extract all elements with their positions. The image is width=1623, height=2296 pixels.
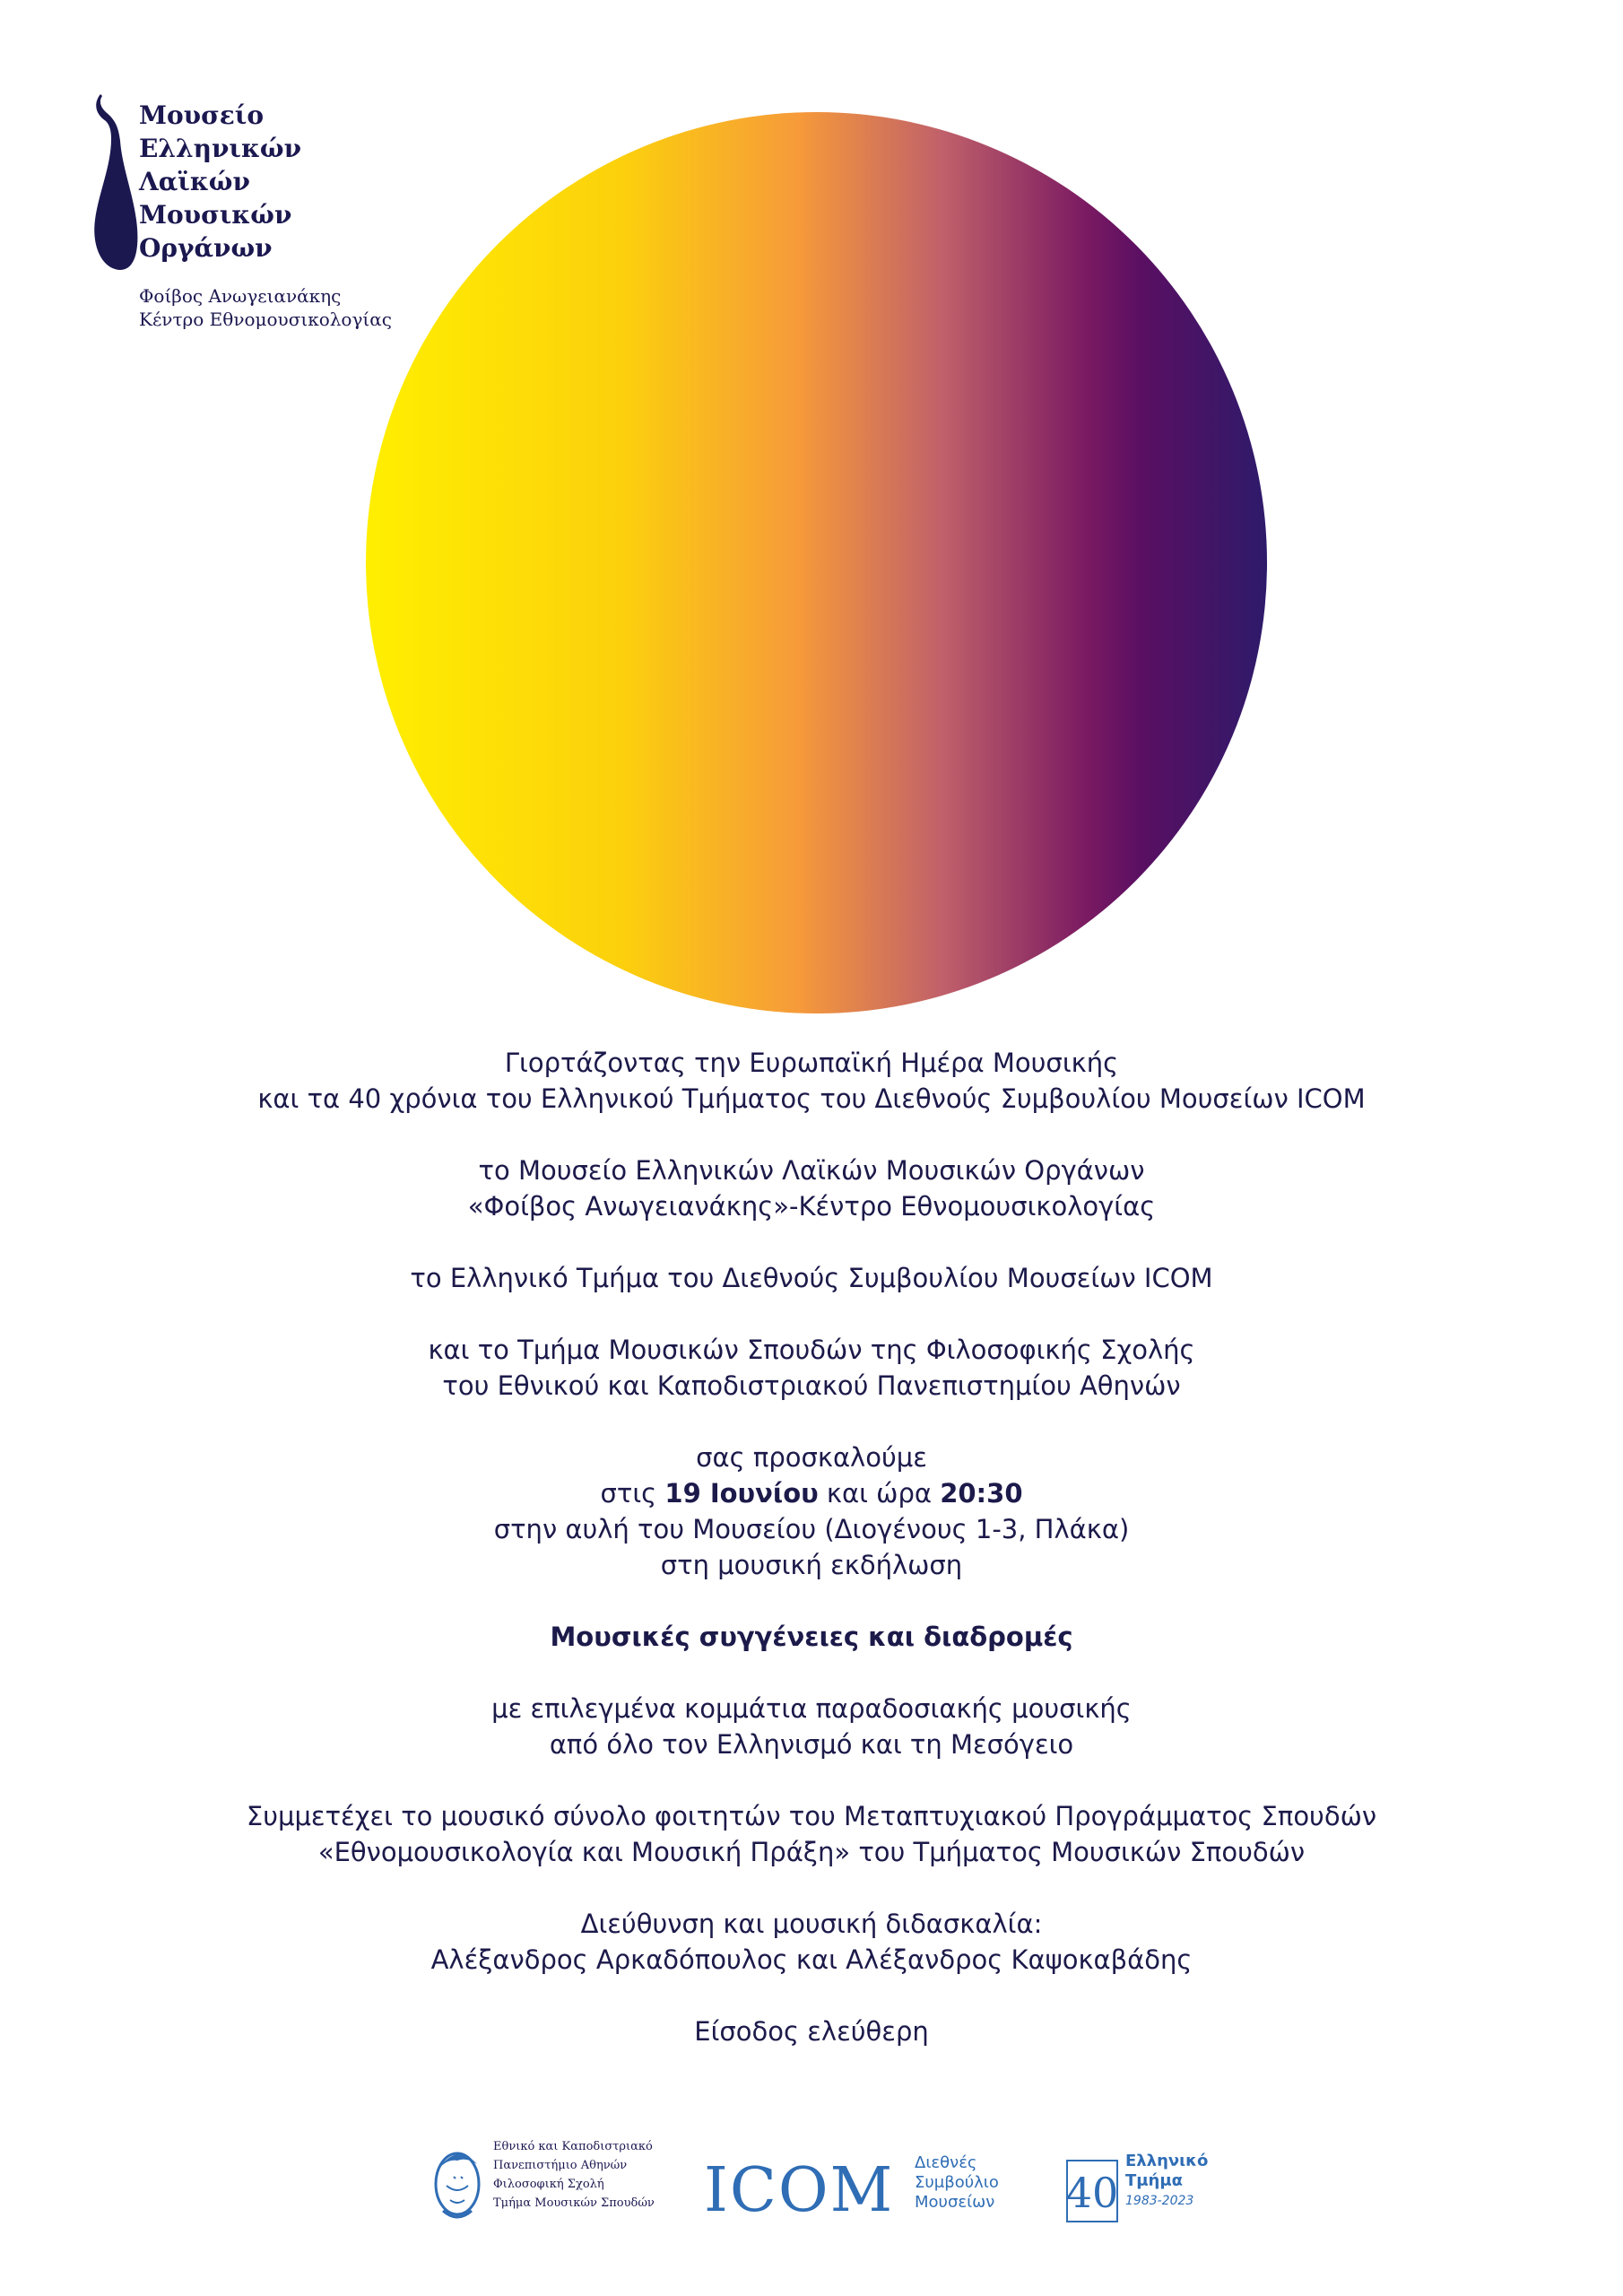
event-time: 20:30 — [940, 1478, 1023, 1509]
program-paragraph — [0, 1691, 1623, 1762]
intro-paragraph — [0, 1045, 1623, 1117]
invitation-line-1: σας προσκαλούμε — [696, 1442, 927, 1473]
icom-subtitle — [915, 2153, 999, 2213]
intro-line-2: και τα 40 χρόνια του Ελληνικού Τμήματος του Διεθνούς Συμβουλίου Μουσείων ICOM — [257, 1083, 1366, 1114]
museum-name-line: Ελληνικών — [139, 134, 302, 163]
host-museum-paragraph — [0, 1152, 1623, 1224]
university-name-line: Φιλοσοφική Σχολή — [493, 2178, 604, 2191]
museum-name-line: Λαϊκών — [139, 167, 250, 196]
sponsor-logos — [0, 2130, 1623, 2247]
host-university-line-1: και το Τμήμα Μουσικών Σπουδών της Φιλοσοφικής Σχολής — [428, 1335, 1195, 1365]
time-prefix: και ώρα — [818, 1478, 941, 1509]
athena-head-icon — [430, 2141, 484, 2222]
venue-line: στην αυλή του Μουσείου (Διογένους 1-3, Πλάκα) — [493, 1514, 1130, 1544]
museum-subtitle-line-1: Φοίβος Ανωγειανάκης — [139, 285, 342, 307]
greek-section-label — [1125, 2152, 1208, 2211]
ensemble-paragraph — [0, 1798, 1623, 1870]
invitation-line-4: στη μουσική εκδήλωση — [660, 1550, 963, 1580]
host-museum-line-1: το Μουσείο Ελληνικών Λαϊκών Μουσικών Οργάνων — [478, 1155, 1145, 1186]
museum-name — [139, 99, 301, 265]
icom-subtitle-line: Διεθνές — [915, 2153, 977, 2172]
lyre-icon — [90, 94, 143, 274]
invitation-date-line — [600, 1478, 1022, 1509]
university-name — [493, 2137, 655, 2213]
host-university-line-2: του Εθνικού και Καποδιστριακού Πανεπιστημίου Αθηνών — [442, 1370, 1181, 1401]
host-icom-line: το Ελληνικό Τμήμα του Διεθνούς Συμβουλίου Μουσείων ICOM — [410, 1263, 1213, 1293]
museum-name-line: Μουσικών — [139, 200, 292, 230]
direction-paragraph — [0, 1906, 1623, 1978]
invitation-paragraph — [0, 1439, 1623, 1583]
free-entry: Είσοδος ελεύθερη — [694, 2016, 929, 2047]
university-name-line: Εθνικό και Καποδιστριακό — [493, 2140, 653, 2153]
event-title-paragraph — [0, 1619, 1623, 1655]
icom-logo — [704, 2148, 1209, 2238]
icom-subtitle-line: Μουσείων — [915, 2193, 995, 2212]
icom-subtitle-line: Συμβούλιο — [915, 2173, 999, 2192]
date-prefix: στις — [600, 1478, 665, 1509]
greek-section-line: Τμήμα — [1125, 2171, 1183, 2190]
ensemble-line-2: «Εθνομουσικολογία και Μουσική Πράξη» του Τμήματος Μουσικών Σπουδών — [317, 1837, 1306, 1867]
event-date: 19 Ιουνίου — [664, 1478, 819, 1509]
university-logo — [430, 2130, 664, 2247]
direction-line-2: Αλέξανδρος Αρκαδόπουλος και Αλέξανδρος Καψοκαβάδης — [430, 1944, 1193, 1975]
anniversary-years: 1983-2023 — [1125, 2194, 1194, 2208]
icom-wordmark: ICOM — [704, 2155, 895, 2226]
host-icom-paragraph — [0, 1260, 1623, 1296]
event-title: Μουσικές συγγένειες και διαδρομές — [550, 1622, 1073, 1652]
program-line-1: με επιλεγμένα κομμάτια παραδοσιακής μουσικής — [491, 1693, 1132, 1724]
host-museum-line-2: «Φοίβος Ανωγειανάκης»-Κέντρο Εθνομουσικολογίας — [467, 1191, 1156, 1222]
museum-name-line: Οργάνων — [139, 233, 273, 263]
host-university-paragraph — [0, 1332, 1623, 1404]
invitation-text — [0, 1045, 1623, 2085]
museum-subtitle — [139, 284, 392, 331]
museum-subtitle-line-2: Κέντρο Εθνομουσικολογίας — [139, 309, 392, 330]
forty-label: 40 — [1065, 2169, 1119, 2217]
ensemble-line-1: Συμμετέχει το μουσικό σύνολο φοιτητών του Μεταπτυχιακού Προγράμματος Σπουδών — [246, 1801, 1377, 1831]
forty-years-icon — [1065, 2159, 1119, 2223]
direction-line-1: Διεύθυνση και μουσική διδασκαλία: — [580, 1909, 1043, 1939]
museum-logo — [90, 94, 412, 354]
university-name-line: Πανεπιστήμιο Αθηνών — [493, 2159, 628, 2172]
gradient-sun-circle — [366, 112, 1267, 1013]
greek-section-line: Ελληνικό — [1125, 2152, 1209, 2170]
program-line-2: από όλο τον Ελληνισμό και τη Μεσόγειο — [549, 1729, 1074, 1760]
museum-name-line: Μουσείο — [139, 100, 264, 130]
intro-line-1: Γιορτάζοντας την Ευρωπαϊκή Ημέρα Μουσικής — [504, 1048, 1119, 1078]
university-name-line: Τμήμα Μουσικών Σπουδών — [493, 2196, 655, 2210]
entry-paragraph — [0, 2013, 1623, 2049]
